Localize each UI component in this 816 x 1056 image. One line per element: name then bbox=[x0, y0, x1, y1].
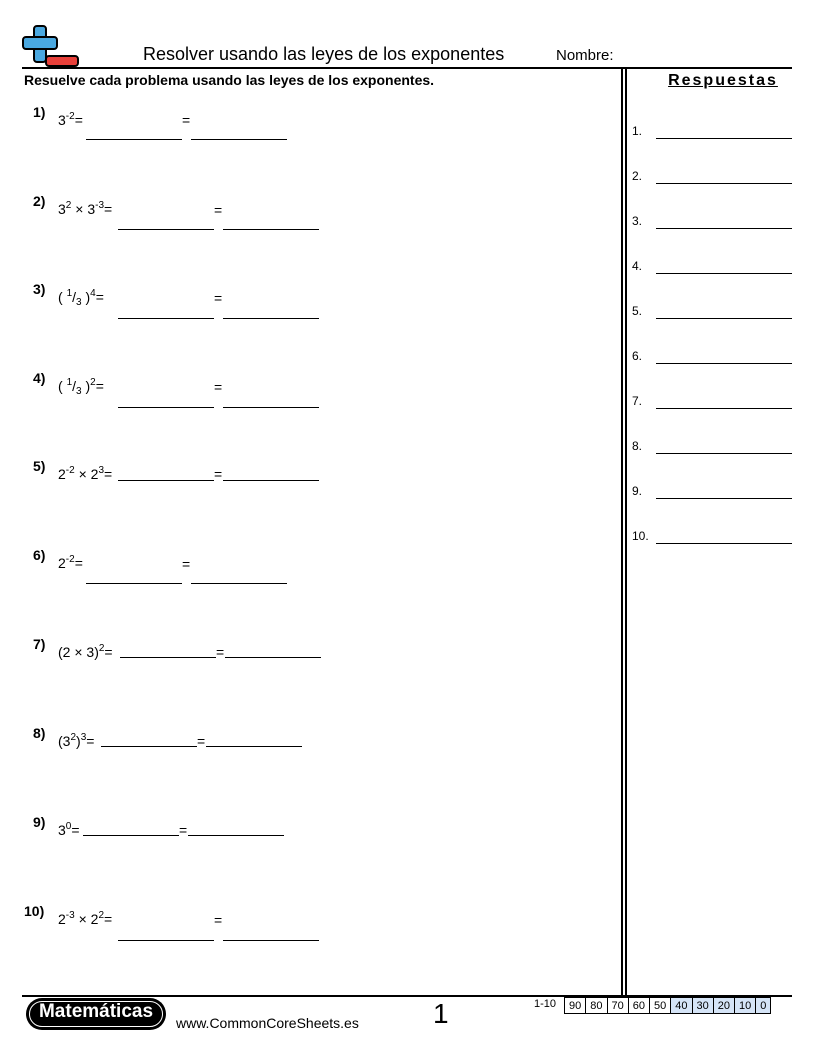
score-cell: 20 bbox=[713, 998, 734, 1014]
equals-sign: = bbox=[214, 466, 223, 482]
equals-sign: = bbox=[214, 290, 223, 306]
subject-badge bbox=[26, 998, 166, 1030]
equals-sign: = bbox=[216, 644, 225, 660]
problem-number: 6) bbox=[33, 547, 46, 563]
problem-8 bbox=[0, 725, 600, 765]
score-cell: 40 bbox=[671, 998, 692, 1014]
score-cell: 30 bbox=[692, 998, 713, 1014]
answer-number: 4. bbox=[632, 259, 643, 273]
answer-blank[interactable] bbox=[118, 940, 214, 941]
answer-blank[interactable] bbox=[223, 229, 319, 230]
problem-number: 8) bbox=[33, 725, 46, 741]
answer-blank[interactable] bbox=[118, 407, 214, 408]
answer-line[interactable] bbox=[656, 543, 792, 544]
equals-sign: = bbox=[214, 202, 223, 218]
answer-blank[interactable] bbox=[86, 139, 182, 140]
instructions: Resuelve cada problema usando las leyes de los exponentes. bbox=[24, 72, 435, 88]
answer-line[interactable] bbox=[656, 408, 792, 409]
score-cell: 80 bbox=[586, 998, 607, 1014]
problem-expression: $2^{-3} \times 2^2=$ bbox=[58, 910, 113, 927]
site-url: www.CommonCoreSheets.es bbox=[176, 1015, 359, 1031]
score-cell: 60 bbox=[628, 998, 649, 1014]
answer-line[interactable] bbox=[656, 228, 792, 229]
column-divider-left bbox=[621, 68, 623, 996]
answer-number: 1. bbox=[632, 124, 643, 138]
problem-5 bbox=[0, 458, 600, 498]
problem-number: 4) bbox=[33, 370, 46, 386]
score-cell: 50 bbox=[650, 998, 671, 1014]
problem-number: 7) bbox=[33, 636, 46, 652]
answer-row-7[interactable] bbox=[632, 394, 792, 414]
equals-sign: = bbox=[179, 822, 188, 838]
problem-expression: $3^2 \times 3^{-3}=$ bbox=[58, 200, 113, 217]
answer-line[interactable] bbox=[656, 273, 792, 274]
problem-number: 9) bbox=[33, 814, 46, 830]
answer-number: 6. bbox=[632, 349, 643, 363]
answer-blank[interactable] bbox=[223, 940, 319, 941]
answer-number: 3. bbox=[632, 214, 643, 228]
answer-number: 2. bbox=[632, 169, 643, 183]
problem-expression: $(3^2)^3=$ bbox=[58, 732, 95, 749]
score-cell: 0 bbox=[756, 998, 771, 1014]
problem-expression: $(2 \times 3)^2=$ bbox=[58, 643, 113, 660]
problem-number: 3) bbox=[33, 281, 46, 297]
answer-line[interactable] bbox=[656, 138, 792, 139]
problem-expression: ( $^1/_3$ )$^4$= bbox=[58, 288, 104, 308]
page-number: 1 bbox=[433, 998, 449, 1029]
problem-expression: $2^{-2} \times 2^3=$ bbox=[58, 465, 113, 482]
answer-blank[interactable] bbox=[191, 583, 287, 584]
answer-blank[interactable] bbox=[120, 657, 216, 658]
answer-line[interactable] bbox=[656, 363, 792, 364]
subject-badge-label: Matemáticas bbox=[38, 1001, 154, 1022]
problem-1 bbox=[0, 104, 600, 144]
problem-expression: $2^{-2}=$ bbox=[58, 554, 83, 571]
problem-number: 2) bbox=[33, 193, 46, 209]
answer-blank[interactable] bbox=[101, 746, 197, 747]
answer-blank[interactable] bbox=[188, 835, 284, 836]
answer-blank[interactable] bbox=[191, 139, 287, 140]
score-table bbox=[564, 997, 771, 1014]
problem-3 bbox=[0, 281, 600, 321]
answers-heading: Respuestas bbox=[668, 72, 778, 89]
answer-row-6[interactable] bbox=[632, 349, 792, 369]
answer-line[interactable] bbox=[656, 498, 792, 499]
problem-10 bbox=[0, 903, 600, 943]
answer-blank[interactable] bbox=[118, 318, 214, 319]
answer-row-5[interactable] bbox=[632, 304, 792, 324]
answer-blank[interactable] bbox=[206, 746, 302, 747]
problem-number: 10) bbox=[24, 903, 45, 919]
page-title: Resolver usando las leyes de los exponentes bbox=[143, 44, 505, 64]
problem-9 bbox=[0, 814, 600, 854]
answer-blank[interactable] bbox=[223, 407, 319, 408]
equals-sign: = bbox=[182, 112, 191, 128]
answer-line[interactable] bbox=[656, 453, 792, 454]
score-cell: 70 bbox=[607, 998, 628, 1014]
answer-row-8[interactable] bbox=[632, 439, 792, 459]
answer-blank[interactable] bbox=[225, 657, 321, 658]
name-label: Nombre: bbox=[556, 47, 614, 64]
score-range-label: 1-10 bbox=[534, 998, 557, 1010]
problem-expression: $3^0=$ bbox=[58, 821, 80, 838]
score-cell: 10 bbox=[735, 998, 756, 1014]
answer-number: 9. bbox=[632, 484, 643, 498]
header-divider bbox=[22, 67, 792, 69]
answer-blank[interactable] bbox=[118, 480, 214, 481]
answer-row-10[interactable] bbox=[632, 529, 792, 549]
answer-number: 10. bbox=[632, 529, 649, 543]
problem-7 bbox=[0, 636, 600, 676]
plus-minus-logo-icon bbox=[22, 24, 80, 68]
answer-line[interactable] bbox=[656, 183, 792, 184]
answer-blank[interactable] bbox=[223, 318, 319, 319]
problem-number: 5) bbox=[33, 458, 46, 474]
problem-expression: ( $^1/_3$ )$^2$= bbox=[58, 377, 104, 397]
answer-blank[interactable] bbox=[223, 480, 319, 481]
answer-row-1[interactable] bbox=[632, 124, 792, 144]
problem-2 bbox=[0, 193, 600, 233]
answer-line[interactable] bbox=[656, 318, 792, 319]
answer-row-4[interactable] bbox=[632, 259, 792, 279]
answer-number: 5. bbox=[632, 304, 643, 318]
answer-blank[interactable] bbox=[83, 835, 179, 836]
answer-blank[interactable] bbox=[86, 583, 182, 584]
equals-sign: = bbox=[197, 733, 206, 749]
answer-number: 8. bbox=[632, 439, 643, 453]
problem-4 bbox=[0, 370, 600, 410]
answer-row-2[interactable] bbox=[632, 169, 792, 189]
column-divider-right bbox=[625, 68, 627, 996]
problem-number: 1) bbox=[33, 104, 46, 120]
equals-sign: = bbox=[214, 912, 223, 928]
problem-6 bbox=[0, 547, 600, 587]
answer-number: 7. bbox=[632, 394, 643, 408]
answer-row-3[interactable] bbox=[632, 214, 792, 234]
equals-sign: = bbox=[214, 379, 223, 395]
answer-row-9[interactable] bbox=[632, 484, 792, 504]
answer-blank[interactable] bbox=[118, 229, 214, 230]
score-cell: 90 bbox=[565, 998, 586, 1014]
equals-sign: = bbox=[182, 556, 191, 572]
problem-expression: $3^{-2}=$ bbox=[58, 111, 83, 128]
